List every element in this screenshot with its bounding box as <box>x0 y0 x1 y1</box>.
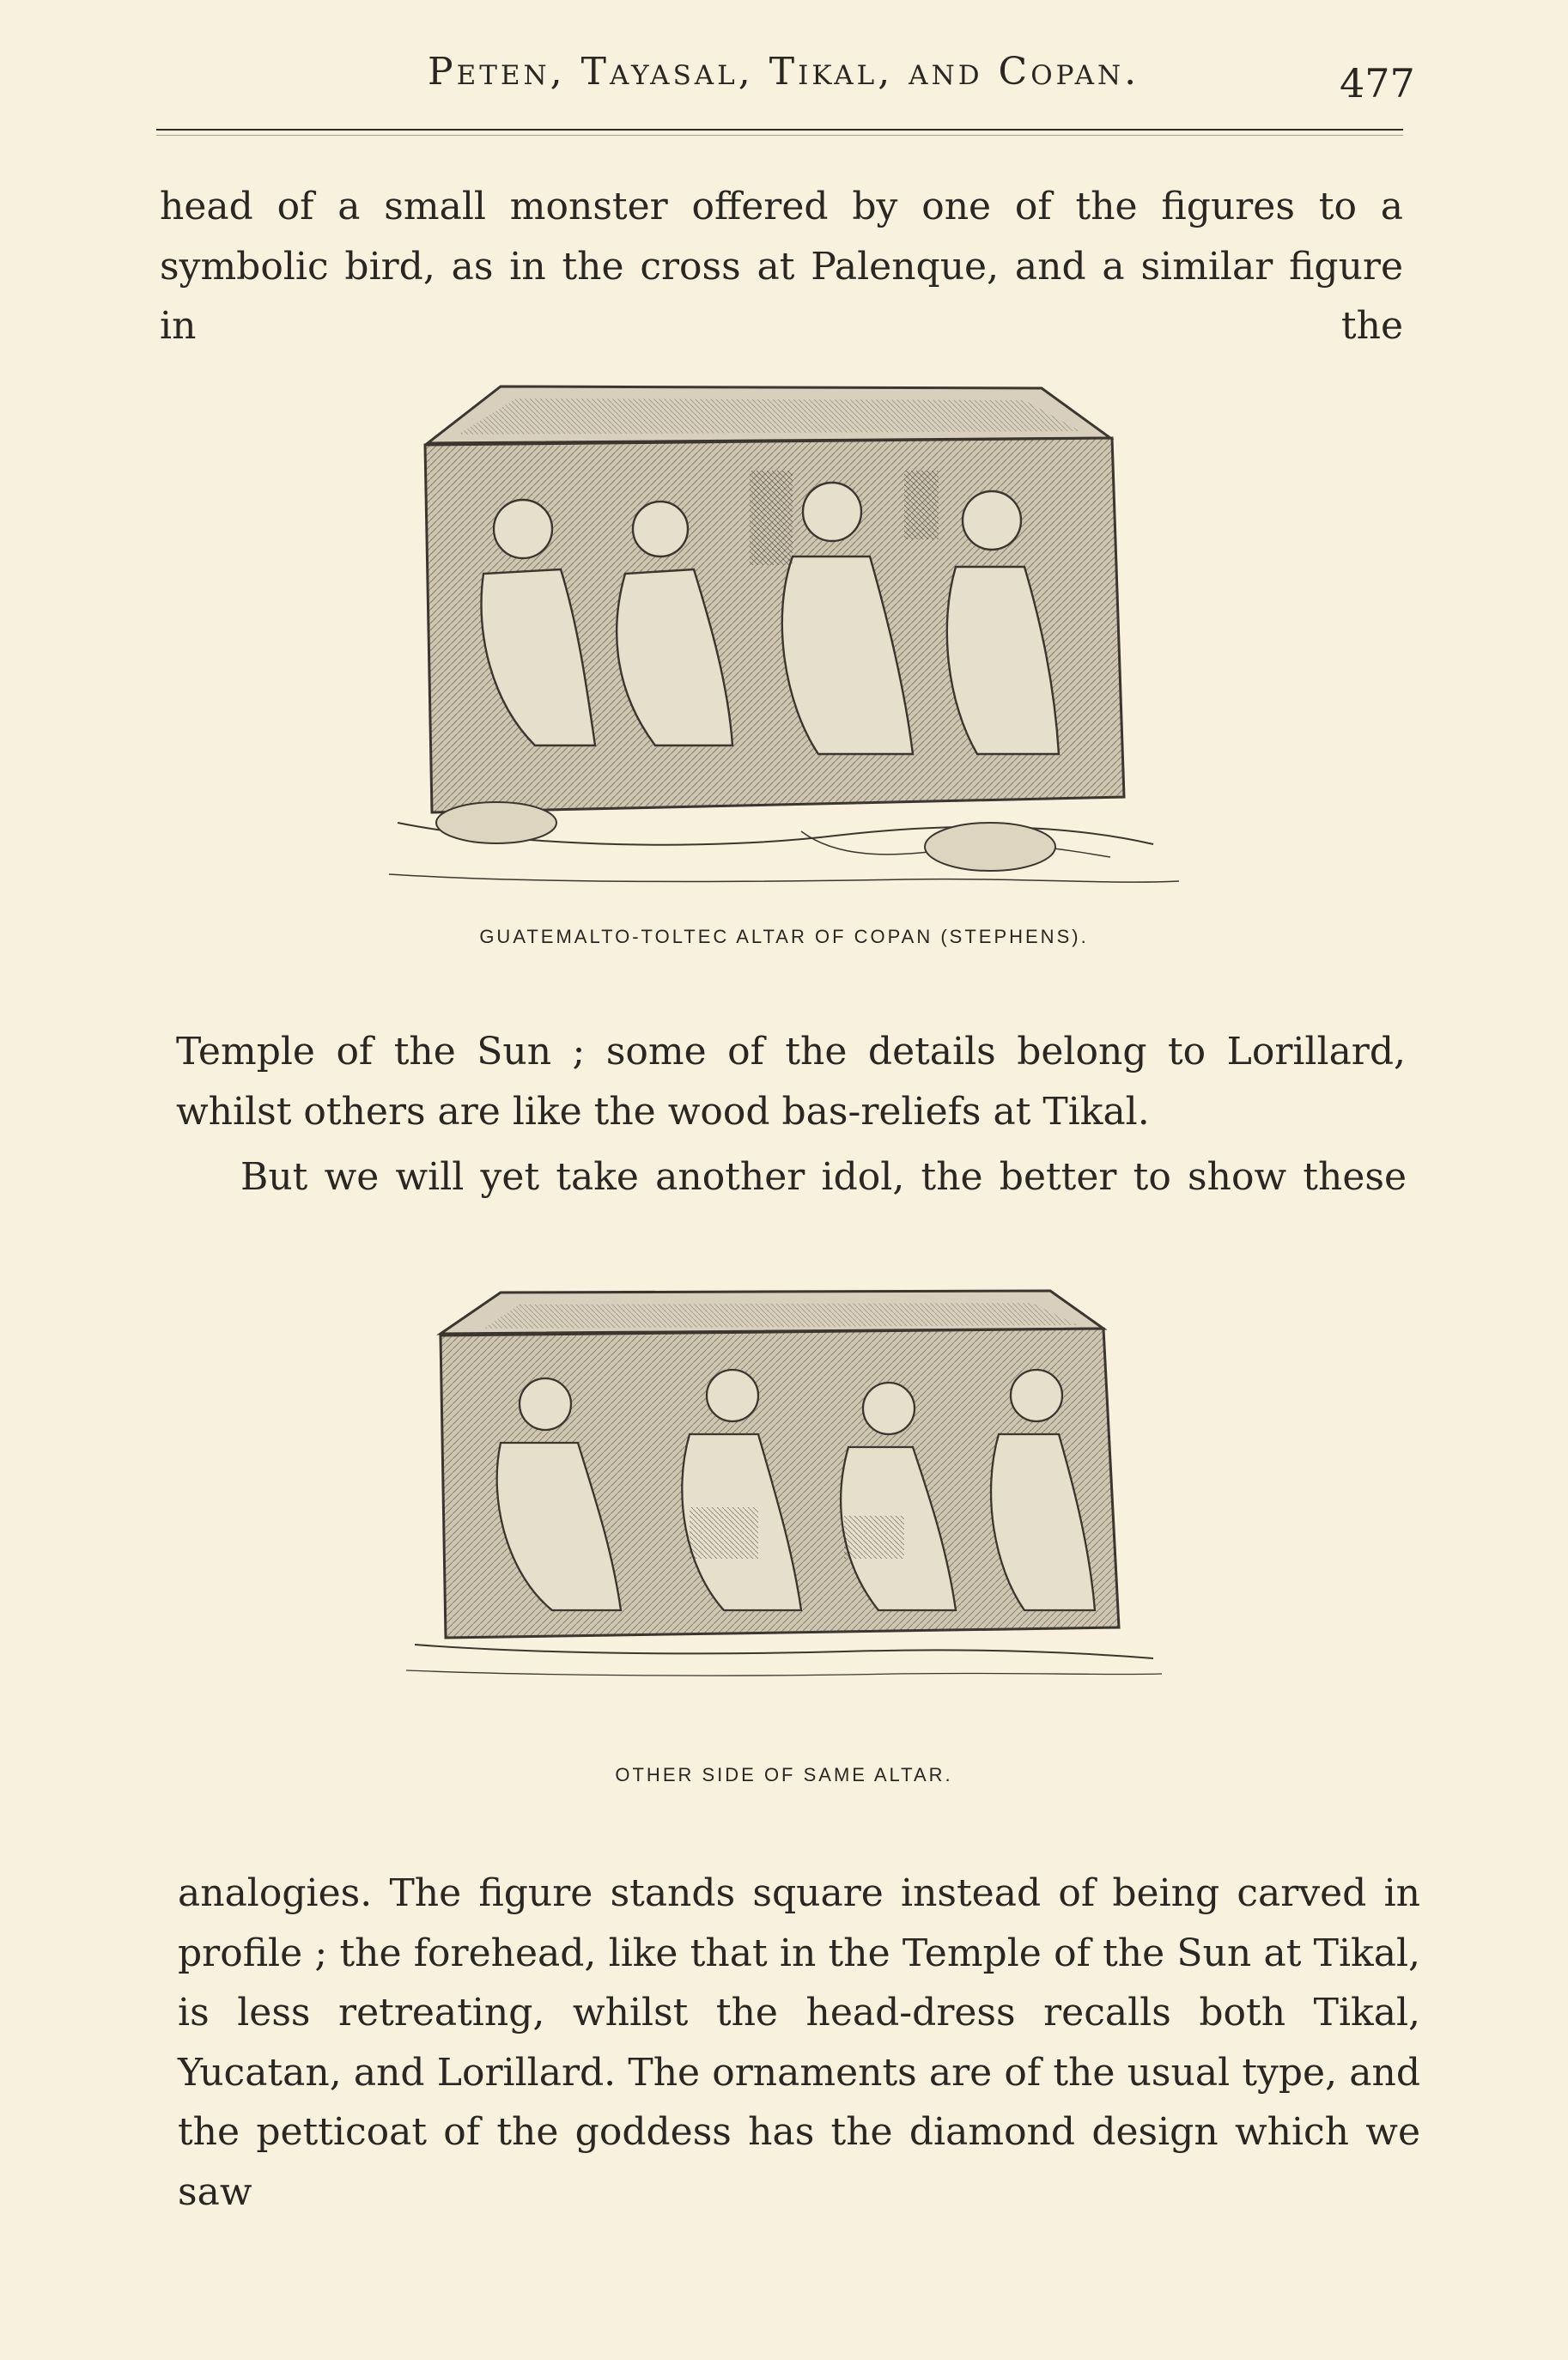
paragraph-opening: head of a small monster offered by one of the figures to a symbolic bird, as in the cross at Palenque, and a similar figure in the <box>160 185 1403 349</box>
altar-engraving-front <box>0 342 1568 931</box>
header-rule-secondary <box>156 135 1403 136</box>
altar-back-illustration <box>363 1267 1205 1730</box>
running-title: Peten, Tayasal, Tikal, and Copan. <box>428 50 1140 94</box>
caption-altar-front: GUATEMALTO-TOLTEC ALTAR OF COPAN (STEPHENS). <box>479 926 1089 947</box>
page-number: 477 <box>1340 60 1415 106</box>
paragraph-another-idol: But we will yet take another idol, the better to show these <box>240 1155 1407 1199</box>
paragraph-analogies: analogies. The figure stands square instead of being carved in profile ; the forehead, like that in the Temple of the Sun at Tikal, is less retreating, whilst the head-dress recalls both Tikal, Yucatan, and Lorillard. The ornaments are of the usual type, and the petticoat of the goddess has the diamond design which we saw <box>178 1871 1420 2214</box>
caption-altar-back: OTHER SIDE OF SAME ALTAR. <box>615 1764 953 1785</box>
altar-front-illustration <box>355 342 1213 931</box>
header-rule <box>156 129 1403 131</box>
paragraph-temple: Temple of the Sun ; some of the details belong to Lorillard, whilst others are like the wood bas-reliefs at Tikal. <box>176 1030 1406 1134</box>
altar-engraving-back <box>0 1267 1568 1730</box>
